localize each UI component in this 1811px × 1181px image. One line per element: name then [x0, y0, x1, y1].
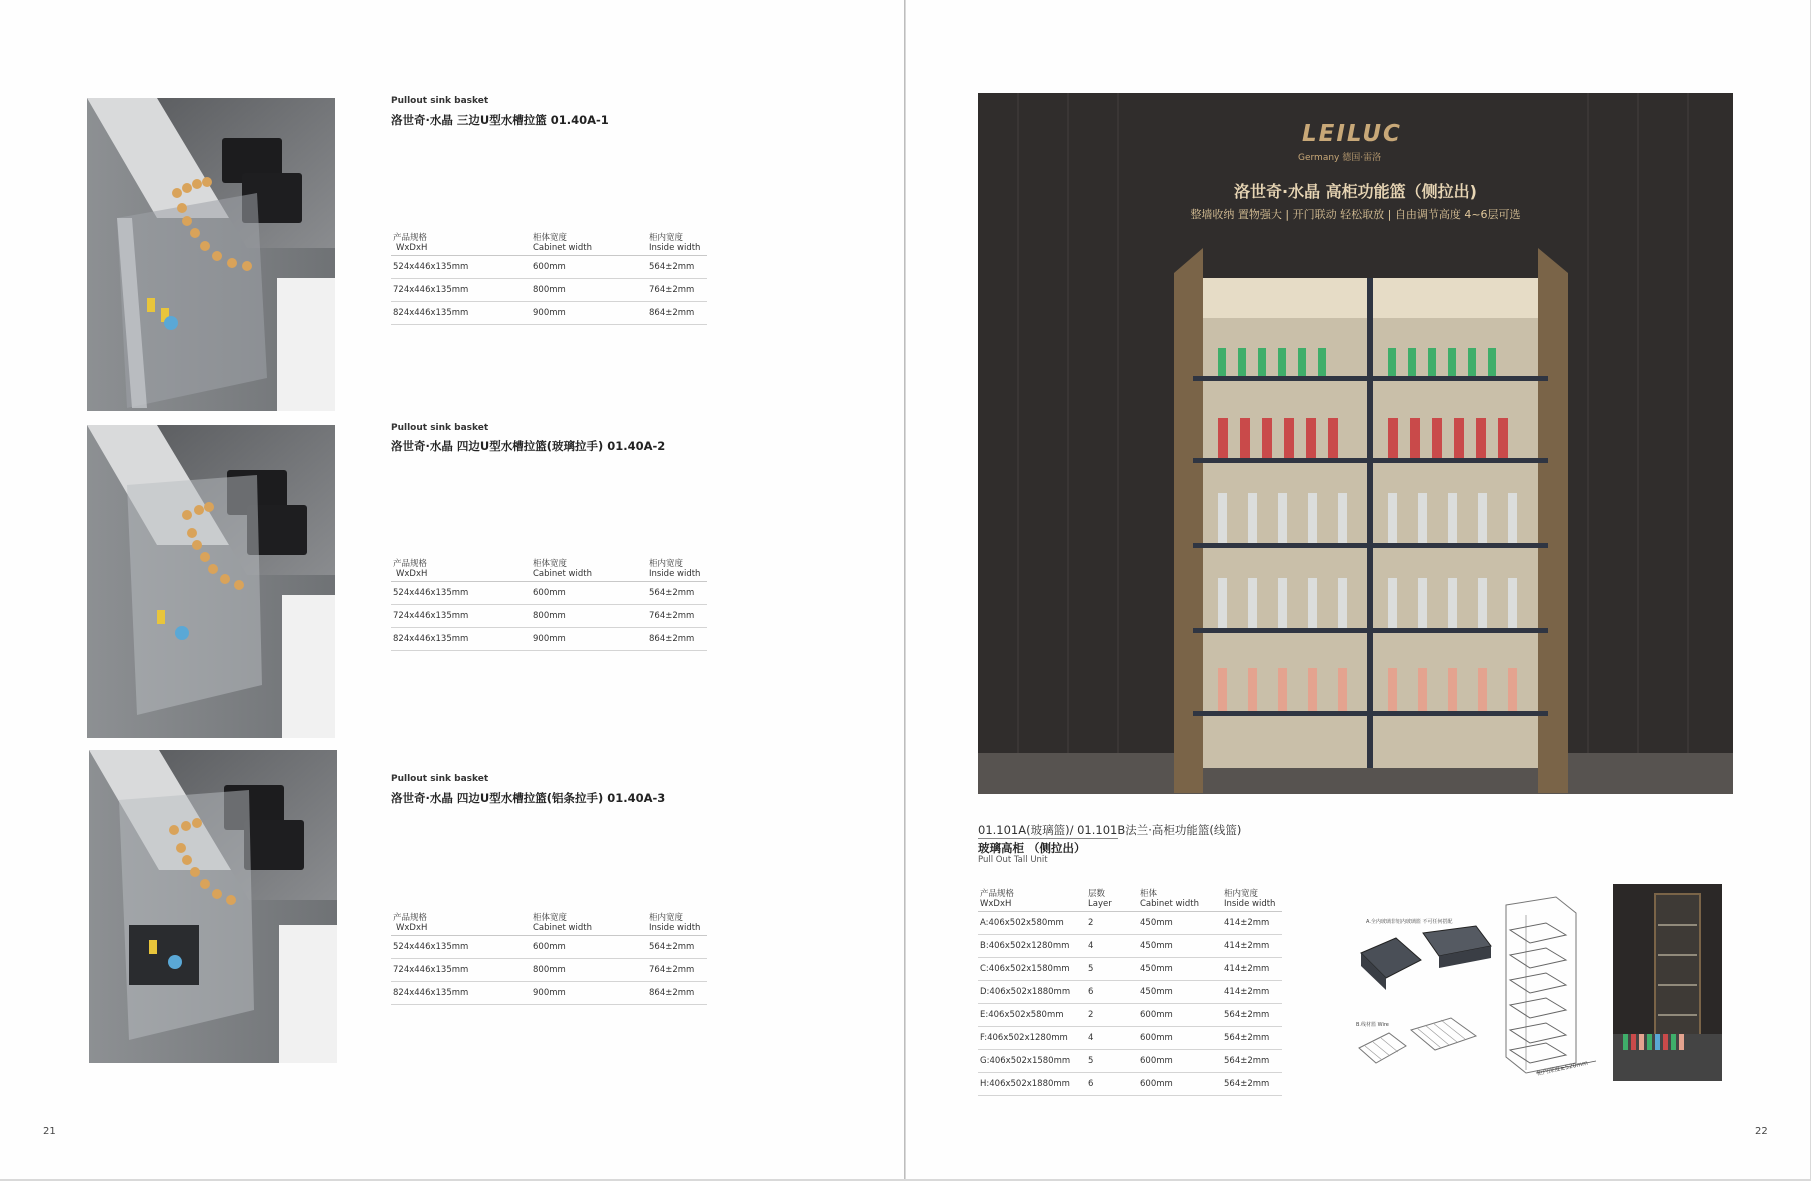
cell-cabinet: 450mm	[1138, 912, 1222, 935]
col-header-spec: 产品规格 WxDxH	[978, 889, 1086, 912]
block-3-spec-table	[391, 913, 707, 1005]
col-header-cabinet: 柜体宽度 Cabinet width	[531, 913, 647, 936]
cell-inside: 414±2mm	[1222, 981, 1282, 1004]
cell-size: 724x446x135mm	[391, 279, 531, 302]
cell-inside: 414±2mm	[1222, 935, 1282, 958]
col-header-inside: 柜内宽度 Inside width	[647, 559, 707, 582]
cell-cabinet: 900mm	[531, 628, 647, 651]
col-header-inside: 柜内宽度 Inside width	[647, 233, 707, 256]
table-row	[978, 1004, 1282, 1027]
cell-size: C:406x502x1580mm	[978, 958, 1086, 981]
tall-unit-sketch	[1496, 895, 1611, 1075]
table-row	[391, 936, 707, 959]
cell-inside: 564±2mm	[647, 936, 707, 959]
cell-cabinet: 800mm	[531, 605, 647, 628]
cell-cabinet: 600mm	[531, 582, 647, 605]
cell-size: 824x446x135mm	[391, 982, 531, 1005]
table-row	[978, 935, 1282, 958]
cell-inside: 764±2mm	[647, 605, 707, 628]
cell-inside: 764±2mm	[647, 279, 707, 302]
block-1-title-cn: 洛世奇·水晶 三边U型水槽拉篮 01.40A-1	[391, 113, 609, 127]
col-header-spec: 产品规格 WxDxH	[391, 559, 531, 582]
col-header-cabinet: 柜体宽度 Cabinet width	[531, 559, 647, 582]
cell-size: A:406x502x580mm	[978, 912, 1086, 935]
cell-size: E:406x502x580mm	[978, 1004, 1086, 1027]
cell-layer: 4	[1086, 935, 1138, 958]
right-page	[906, 0, 1810, 1179]
basket-diagrams	[1351, 898, 1511, 1073]
cell-size: 724x446x135mm	[391, 605, 531, 628]
cell-size: H:406x502x1880mm	[978, 1073, 1086, 1096]
cell-inside: 864±2mm	[647, 628, 707, 651]
left-page	[0, 0, 905, 1179]
table-row	[978, 958, 1282, 981]
cell-inside: 564±2mm	[1222, 1027, 1282, 1050]
table-row	[391, 256, 707, 279]
cell-inside: 564±2mm	[1222, 1050, 1282, 1073]
block-2-title-cn: 洛世奇·水晶 四边U型水槽拉篮(玻璃拉手) 01.40A-2	[391, 439, 666, 453]
depth-caption: 柜内深度≥520mm	[1536, 1059, 1589, 1078]
table-row	[391, 959, 707, 982]
block-1-spec-table	[391, 233, 707, 325]
sink-basket-photo-1	[87, 98, 335, 411]
cell-size: D:406x502x1880mm	[978, 981, 1086, 1004]
block-1-title-en: Pullout sink basket	[391, 96, 489, 106]
cell-layer: 2	[1086, 912, 1138, 935]
block-3-title-en: Pullout sink basket	[391, 774, 489, 784]
product-code-line: 01.101A(玻璃篮)/ 01.101B法兰·高柜功能篮(线篮)	[978, 823, 1242, 837]
block-2-spec-table	[391, 559, 707, 651]
cell-size: 524x446x135mm	[391, 582, 531, 605]
product-title-cn: 玻璃高柜 （侧拉出）	[978, 841, 1086, 855]
cell-cabinet: 600mm	[531, 256, 647, 279]
cell-cabinet: 450mm	[1138, 958, 1222, 981]
col-header-inside: 柜内宽度 Inside width	[647, 913, 707, 936]
cell-cabinet: 450mm	[1138, 981, 1222, 1004]
cell-cabinet: 900mm	[531, 302, 647, 325]
brand-subtitle: Germany 德国·雷洛	[1298, 153, 1382, 163]
cell-inside: 564±2mm	[647, 256, 707, 279]
table-row	[391, 982, 707, 1005]
tall-unit-line-drawing	[1496, 895, 1611, 1078]
cell-layer: 2	[1086, 1004, 1138, 1027]
cell-cabinet: 600mm	[1138, 1027, 1222, 1050]
cell-layer: 6	[1086, 1073, 1138, 1096]
wire-basket-caption: B.线材篮 Wire	[1356, 1022, 1389, 1028]
sink-basket-photo-2	[87, 425, 335, 738]
product-title-en: Pull Out Tall Unit	[978, 855, 1048, 865]
col-header-cabinet: 柜体宽度 Cabinet width	[531, 233, 647, 256]
cell-inside: 764±2mm	[647, 959, 707, 982]
brand-logo: LEILUC	[1302, 121, 1402, 147]
table-row	[391, 582, 707, 605]
hero-title: 洛世奇·水晶 高柜功能篮（侧拉出)	[1234, 182, 1477, 201]
cell-layer: 5	[1086, 1050, 1138, 1073]
cell-cabinet: 600mm	[1138, 1073, 1222, 1096]
cell-cabinet: 600mm	[531, 936, 647, 959]
cell-cabinet: 900mm	[531, 982, 647, 1005]
cell-size: 724x446x135mm	[391, 959, 531, 982]
hero-product-photo	[978, 93, 1733, 794]
cell-inside: 414±2mm	[1222, 912, 1282, 935]
cell-inside: 864±2mm	[647, 982, 707, 1005]
table-row	[978, 981, 1282, 1004]
cell-size: B:406x502x1280mm	[978, 935, 1086, 958]
cell-inside: 564±2mm	[1222, 1004, 1282, 1027]
col-header-layer: 层数 Layer	[1086, 889, 1138, 912]
col-header-spec: 产品规格 WxDxH	[391, 913, 531, 936]
table-row	[978, 912, 1282, 935]
cell-size: 824x446x135mm	[391, 302, 531, 325]
cell-cabinet: 800mm	[531, 959, 647, 982]
page-number-left: 21	[43, 1126, 56, 1137]
cell-size: 524x446x135mm	[391, 936, 531, 959]
basket-diagram-area	[1351, 898, 1511, 1073]
cell-inside: 564±2mm	[647, 582, 707, 605]
cell-layer: 6	[1086, 981, 1138, 1004]
product-code-underline	[978, 838, 1118, 839]
cell-size: F:406x502x1280mm	[978, 1027, 1086, 1050]
cell-inside: 564±2mm	[1222, 1073, 1282, 1096]
cell-inside: 864±2mm	[647, 302, 707, 325]
table-row	[978, 1073, 1282, 1096]
table-row	[391, 628, 707, 651]
table-row	[978, 1027, 1282, 1050]
col-header-inside: 柜内宽度 Inside width	[1222, 889, 1282, 912]
table-row	[391, 302, 707, 325]
glass-basket-caption: A.全内玻璃非铝内玻璃篮 不可任何搭配	[1366, 919, 1453, 925]
cell-cabinet: 800mm	[531, 279, 647, 302]
cell-layer: 5	[1086, 958, 1138, 981]
cell-size: 524x446x135mm	[391, 256, 531, 279]
cell-size: 824x446x135mm	[391, 628, 531, 651]
tall-unit-thumbnail	[1613, 884, 1722, 1081]
sink-basket-photo-3	[89, 750, 337, 1063]
cell-cabinet: 600mm	[1138, 1004, 1222, 1027]
cell-size: G:406x502x1580mm	[978, 1050, 1086, 1073]
cell-cabinet: 450mm	[1138, 935, 1222, 958]
col-header-spec: 产品规格 WxDxH	[391, 233, 531, 256]
table-row	[978, 1050, 1282, 1073]
thumbnail-cabinet	[1613, 884, 1722, 1081]
cell-cabinet: 600mm	[1138, 1050, 1222, 1073]
cell-inside: 414±2mm	[1222, 958, 1282, 981]
tall-unit-spec-table	[978, 889, 1282, 1096]
hero-subtitle: 整墙收纳 置物强大 | 开门联动 轻松取放 | 自由调节高度 4~6层可选	[1190, 208, 1521, 221]
block-3-title-cn: 洛世奇·水晶 四边U型水槽拉篮(铝条拉手) 01.40A-3	[391, 791, 666, 805]
table-row	[391, 279, 707, 302]
col-header-cabinet: 柜体 Cabinet width	[1138, 889, 1222, 912]
page-number-right: 22	[1755, 1126, 1768, 1137]
cell-layer: 4	[1086, 1027, 1138, 1050]
block-2-title-en: Pullout sink basket	[391, 423, 489, 433]
table-row	[391, 605, 707, 628]
